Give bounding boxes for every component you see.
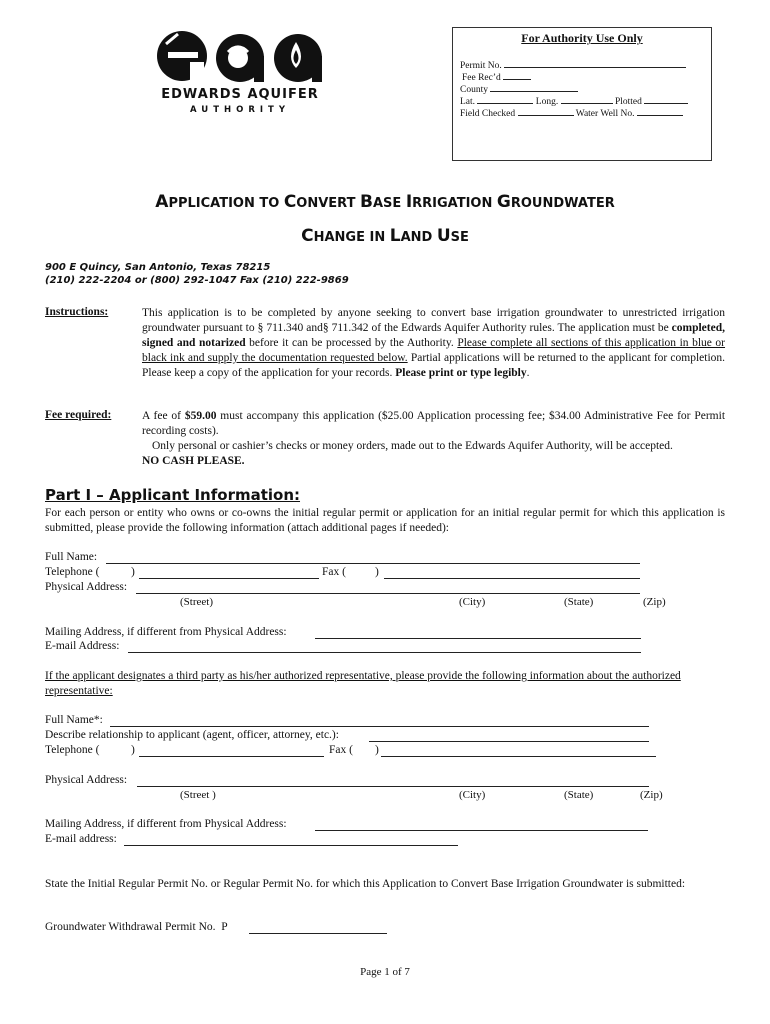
rep-fax-paren: ): [375, 744, 379, 756]
rep-relationship-label: Describe relationship to applicant (agent, officer, attorney, etc.):: [45, 729, 339, 741]
plotted-label: Plotted: [614, 97, 642, 107]
mailing-address-field[interactable]: [315, 638, 641, 639]
field-checked-row: [460, 106, 683, 119]
zip-caption: (Zip): [643, 596, 666, 608]
authority-box-heading: For Authority Use Only: [521, 31, 643, 45]
part1-intro: For each person or entity who owns or co-owns the initial regular permit or application for an initial regular permit for which this application is submitted, please provide the following information (attach additional pages if needed):: [45, 507, 725, 534]
rep-zip-caption: (Zip): [640, 789, 663, 801]
full-name-label: Full Name:: [45, 551, 98, 563]
lat-field[interactable]: [477, 94, 533, 104]
rep-physical-address-label: Physical Address:: [45, 774, 128, 786]
state-permit-text: State the Initial Regular Permit No. or Regular Permit No. for which this Application to Convert Base Irrigation Groundwater is submitted:: [45, 878, 686, 890]
org-subname: AUTHORITY: [189, 105, 291, 115]
full-name-field[interactable]: [106, 563, 640, 564]
fax-label: Fax (: [322, 566, 346, 578]
rep-email-label: E-mail address:: [45, 833, 117, 845]
part1-heading: Part I – Applicant Information:: [45, 486, 301, 504]
water-well-label: Water Well No.: [575, 109, 635, 119]
rep-telephone-field[interactable]: [139, 756, 324, 757]
rep-city-caption: (City): [459, 789, 486, 801]
telephone-label: Telephone (: [45, 566, 100, 578]
representative-note: If the applicant designates a third party as his/her authorized representative, please provide the following information about the authorized representative:: [45, 670, 681, 697]
fee-recd-label: Fee Rec’d: [462, 73, 501, 83]
physical-address-field[interactable]: [136, 593, 640, 594]
gw-permit-field[interactable]: [249, 933, 387, 934]
office-phones: (210) 222-2204 or (800) 292-1047 Fax (210) 222-9869: [45, 275, 349, 286]
rep-fax-label: Fax (: [329, 744, 353, 756]
rep-telephone-label: Telephone (: [45, 744, 100, 756]
rep-physical-address-field[interactable]: [137, 786, 649, 787]
authority-use-box: [452, 27, 712, 161]
permit-no-field[interactable]: [504, 58, 686, 68]
fax-paren: ): [375, 566, 379, 578]
telephone-paren: ): [131, 566, 135, 578]
gw-permit-label: Groundwater Withdrawal Permit No. P: [45, 921, 228, 933]
fax-field[interactable]: [384, 578, 640, 579]
form-title-line2: CHANGE IN LAND USE: [301, 226, 469, 246]
rep-full-name-field[interactable]: [110, 726, 649, 727]
county-label: County: [460, 85, 488, 95]
rep-mailing-address-label: Mailing Address, if different from Physical Address:: [45, 818, 287, 830]
rep-full-name-label: Full Name*:: [45, 714, 103, 726]
water-well-field[interactable]: [637, 106, 683, 116]
physical-address-label: Physical Address:: [45, 581, 128, 593]
rep-email-field[interactable]: [124, 845, 458, 846]
city-caption: (City): [459, 596, 486, 608]
rep-fax-field[interactable]: [381, 756, 656, 757]
fee-recd-field[interactable]: [503, 70, 531, 80]
telephone-field[interactable]: [139, 578, 319, 579]
eaa-logo: [150, 28, 330, 118]
rep-street-caption: (Street ): [180, 789, 216, 801]
field-checked-field[interactable]: [518, 106, 574, 116]
rep-mailing-address-field[interactable]: [315, 830, 648, 831]
permit-no-label: Permit No.: [460, 61, 502, 71]
street-caption: (Street): [180, 596, 213, 608]
long-field[interactable]: [561, 94, 613, 104]
plotted-field[interactable]: [644, 94, 688, 104]
long-label: Long.: [535, 97, 559, 107]
email-field[interactable]: [128, 652, 641, 653]
state-caption: (State): [564, 596, 594, 608]
email-label: E-mail Address:: [45, 640, 120, 652]
page-number: Page 1 of 7: [360, 966, 410, 978]
rep-telephone-paren: ): [131, 744, 135, 756]
instructions-text: This application is to be completed by anyone seeking to convert base irrigation groundwater to unrestricted irrigation groundwater pursuant to § 711.340 and§ 711.342 of the Edwards Aquifer Authority rules. The application must be completed, signed and notarized before it can be processed by the Authority. Please complete all sections of this application in blue or black ink and supply the documentation requested below. Partial applications will be returned to the applicant for completion. Please keep a copy of the application for your records. Please print or type legibly.: [142, 307, 726, 379]
org-name: EDWARDS AQUIFER: [161, 87, 319, 102]
eaa-logo-mark: [150, 28, 330, 86]
gw-permit-prefix: P: [221, 921, 228, 933]
office-address: 900 E Quincy, San Antonio, Texas 78215: [45, 262, 271, 273]
field-checked-label: Field Checked: [460, 109, 516, 119]
form-title-line1: APPLICATION TO CONVERT BASE IRRIGATION GROUNDWATER: [155, 192, 615, 212]
fee-label: Fee required:: [45, 409, 112, 421]
mailing-address-label: Mailing Address, if different from Physical Address:: [45, 626, 287, 638]
instructions-label: Instructions:: [45, 306, 109, 318]
county-field[interactable]: [490, 82, 578, 92]
rep-state-caption: (State): [564, 789, 594, 801]
lat-label: Lat.: [460, 97, 476, 107]
rep-relationship-field[interactable]: [369, 741, 649, 742]
fee-text: A fee of $59.00 must accompany this application ($25.00 Application processing fee; $34.00 Administrative Fee for Permit recording costs). Only personal or cashier’s checks or money orders, made out to the Edwards Aquifer Authority, will be accepted. NO CASH PLEASE.: [142, 410, 726, 467]
